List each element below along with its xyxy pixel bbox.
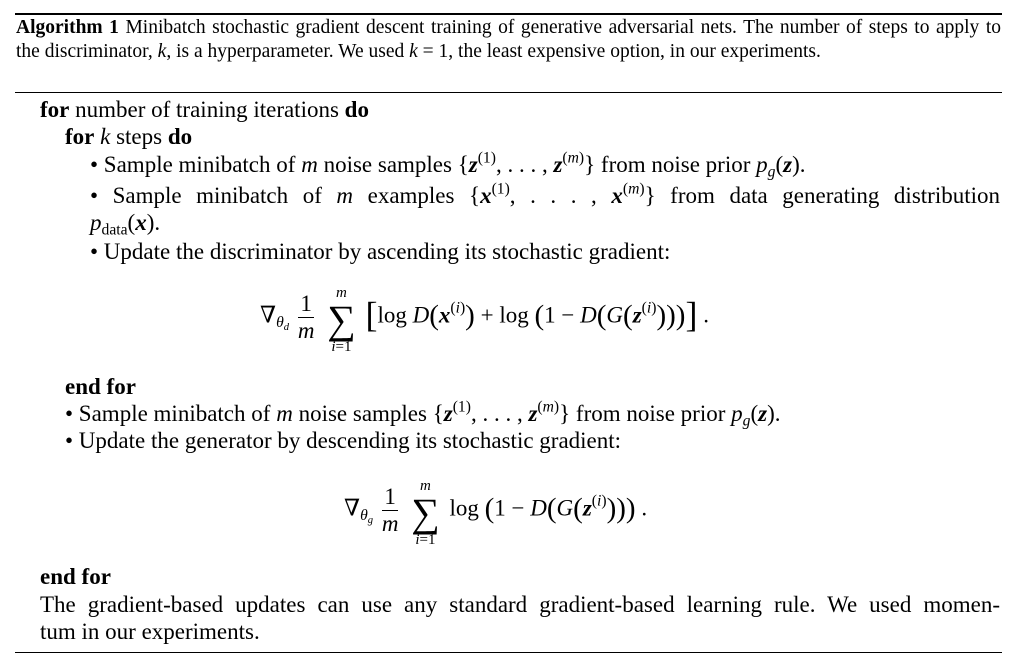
step-sample-data-cont: $p_{data}(x)$. xyxy=(90,210,161,239)
inner-end-for: end for xyxy=(65,374,136,399)
outer-end-for: end for xyxy=(40,564,111,589)
step-update-discriminator: • Update the discriminator by ascending its stochastic gradient: xyxy=(90,239,671,264)
footer-line-2: tum in our experiments. xyxy=(40,619,260,644)
bottom-rule xyxy=(15,652,1002,653)
outer-for-line: for number of training iterations do xyxy=(40,97,369,122)
step-sample-noise-disc: • Sample minibatch of m noise samples {$z^{(1)}$, . . . , $z^{(m)}$} from noise prior $p_g(z)$. xyxy=(90,149,806,181)
footer-line-1: The gradient-based updates can use any standard gradient-based learning rule. We used momen- xyxy=(40,592,1000,617)
step-sample-data: • Sample minibatch of m examples {$x^{(1)}$, . . . , $x^{(m)}$} from data generating distribution xyxy=(90,180,1000,208)
algorithm-label: Algorithm 1 xyxy=(16,17,119,38)
discriminator-gradient-equation: $\nabla_{\theta_d}$ $\frac{1}{m}$ m ∑ i=1 [log $D(x^{(i)}) + \log (1 - D(G(z^{(i)})))$] . xyxy=(260,285,709,355)
caption-rule xyxy=(15,92,1002,93)
top-rule xyxy=(15,13,1002,15)
step-update-generator: • Update the generator by descending its stochastic gradient: xyxy=(65,428,622,453)
step-sample-noise-gen: • Sample minibatch of m noise samples {$z^{(1)}$, . . . , $z^{(m)}$} from noise prior $p_g(z)$. xyxy=(65,398,781,430)
algorithm-caption: Algorithm 1 Minibatch stochastic gradient descent training of generative adversarial nets. The number of steps to apply to the discriminator, k, is a hyperparameter. We used k = 1, the least expensive option, in our experiments. xyxy=(16,17,1001,62)
inner-for-line: for k steps do xyxy=(65,124,193,149)
generator-gradient-equation: $\nabla_{\theta_g}$ $\frac{1}{m}$ m ∑ i=1 $\log (1 - D(G(z^{(i)})))$ . xyxy=(344,478,648,548)
